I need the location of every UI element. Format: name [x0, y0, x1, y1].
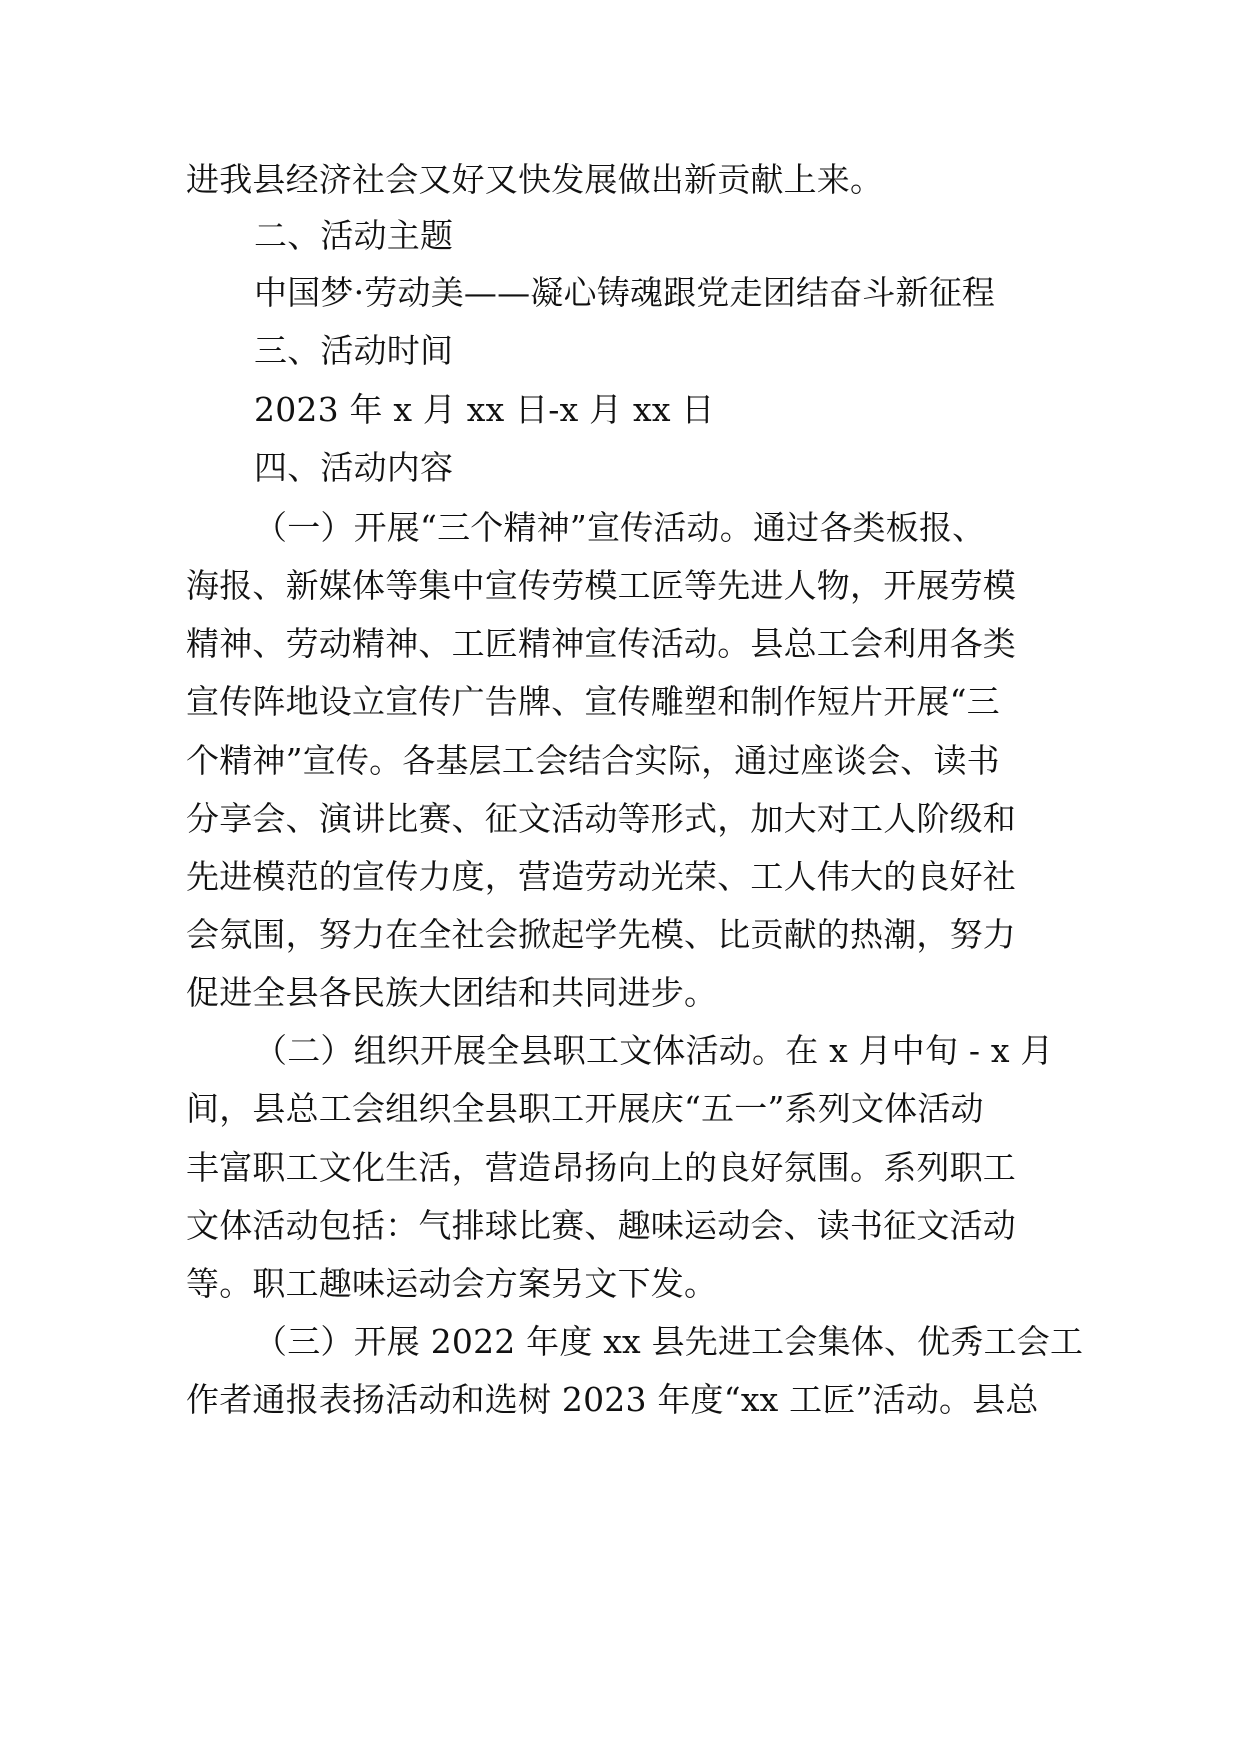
body-text-line: 海报、新媒体等集中宣传劳模工匠等先进人物，开展劳模 — [186, 566, 1016, 605]
body-text-line: 促进全县各民族大团结和共同进步。 — [186, 973, 718, 1012]
body-text-line: （一）开展“三个精神”宣传活动。通过各类板报、 — [254, 508, 986, 547]
body-text-line: 等。职工趣味运动会方案另文下发。 — [186, 1264, 718, 1303]
body-text-line: 分享会、演讲比赛、征文活动等形式，加大对工人阶级和 — [186, 799, 1016, 838]
section-heading-time: 三、活动时间 — [254, 331, 454, 370]
body-text-line: 丰富职工文化生活，营造昂扬向上的良好氛围。系列职工 — [186, 1148, 1016, 1187]
body-text-line: 文体活动包括：气排球比赛、趣味运动会、读书征文活动 — [186, 1206, 1016, 1245]
body-text-line: 进我县经济社会又好又快发展做出新贡献上来。 — [186, 160, 884, 199]
section-heading-content: 四、活动内容 — [254, 448, 454, 487]
theme-text: 中国梦·劳动美——凝心铸魂跟党走团结奋斗新征程 — [254, 273, 996, 312]
body-text-line: 个精神”宣传。各基层工会结合实际，通过座谈会、读书 — [186, 741, 1000, 780]
body-text-line: （三）开展 2022 年度 xx 县先进工会集体、优秀工会工 — [254, 1322, 1084, 1361]
body-text-line: （二）组织开展全县职工文体活动。在 x 月中旬 - x 月 — [254, 1031, 1054, 1070]
body-text-line: 先进模范的宣传力度，营造劳动光荣、工人伟大的良好社 — [186, 857, 1016, 896]
body-text-line: 宣传阵地设立宣传广告牌、宣传雕塑和制作短片开展“三 — [186, 682, 1000, 721]
body-text-line: 精神、劳动精神、工匠精神宣传活动。县总工会利用各类 — [186, 624, 1016, 663]
body-text-line: 间，县总工会组织全县职工开展庆“五一”系列文体活动 — [186, 1089, 984, 1128]
section-heading-theme: 二、活动主题 — [254, 216, 454, 255]
time-text: 2023 年 x 月 xx 日-x 月 xx 日 — [254, 390, 715, 429]
body-text-line: 会氛围，努力在全社会掀起学先模、比贡献的热潮，努力 — [186, 915, 1016, 954]
body-text-line: 作者通报表扬活动和选树 2023 年度“xx 工匠”活动。县总 — [186, 1380, 1039, 1419]
